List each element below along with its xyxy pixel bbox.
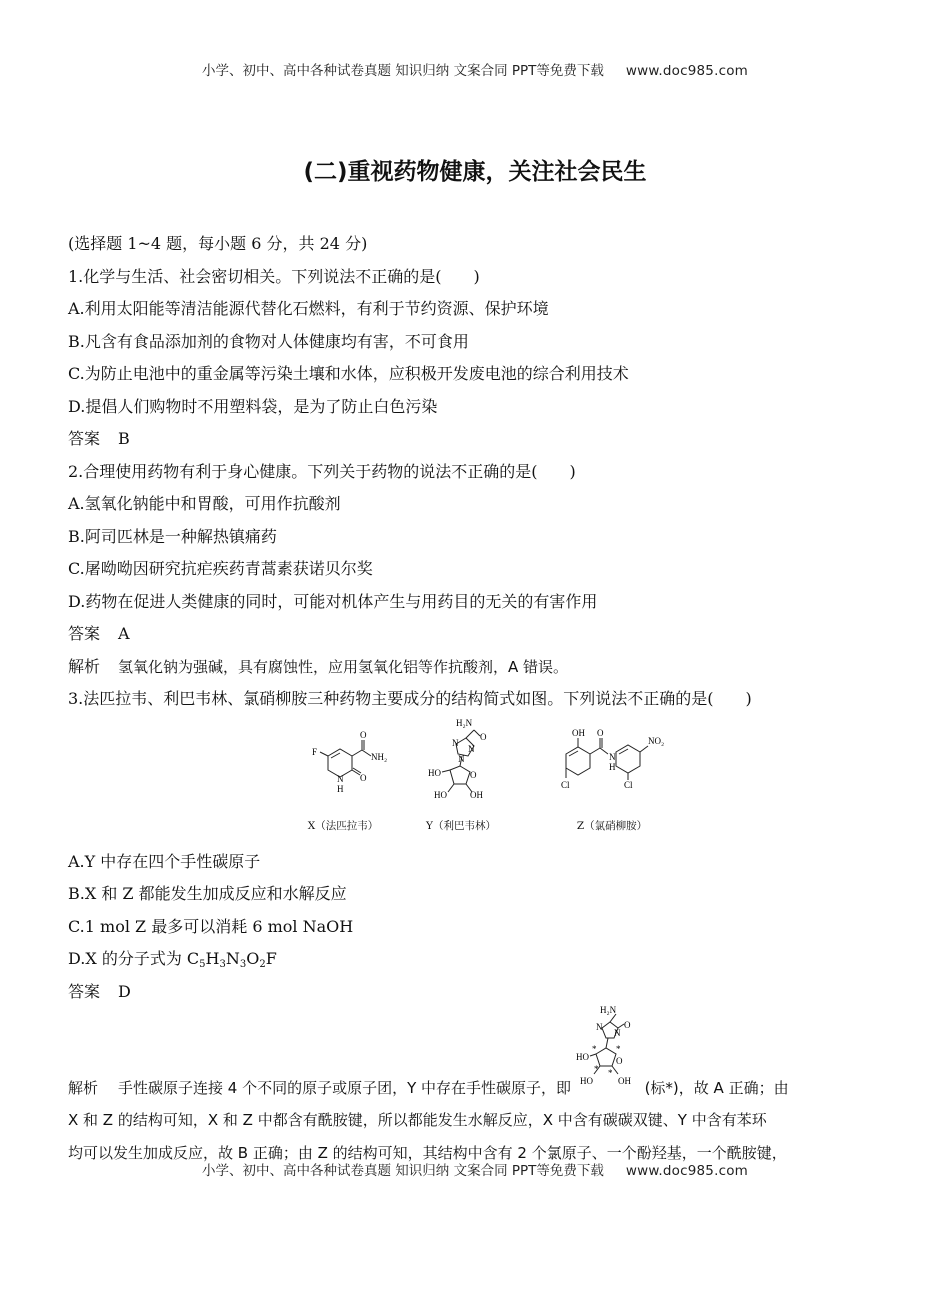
answer-value: A: [118, 624, 130, 643]
option-d-prefix: D.X 的分子式为 C: [68, 949, 200, 968]
atom-label: H₂N: [456, 717, 473, 728]
answer-value: B: [118, 429, 130, 448]
structure-x-caption: X（法匹拉韦）: [307, 819, 379, 832]
q3-analysis-line-3: 均可以发生加成反应，故 B 正确；由 Z 的结构可知，其结构中含有 2 个氯原子、一个酚羟基，一个酰胺键，: [68, 1143, 787, 1162]
atom-label: Cl: [561, 779, 570, 790]
structure-y-diagram: [416, 716, 506, 816]
q1-answer: [68, 423, 883, 456]
atom-label: OH: [617, 1076, 631, 1086]
banner-text: 小学、初中、高中各种试卷真题 知识归纳 文案合同 PPT等免费下载: [201, 1163, 604, 1179]
formula-element: H: [205, 949, 220, 968]
formula-element: N: [225, 949, 240, 968]
formula-element: F: [265, 949, 277, 968]
q1-option-a: A.利用太阳能等清洁能源代替化石燃料，有利于节约资源、保护环境: [68, 299, 549, 318]
atom-label: O: [360, 772, 367, 783]
atom-label: O: [615, 1056, 623, 1066]
q3-analysis-first-line: [68, 1008, 883, 1104]
analysis-text: 氢氧化钠为强碱，具有腐蚀性，应用氢氧化铝等作抗酸剂，A 错误。: [118, 657, 569, 676]
banner-url[interactable]: www.doc985.com: [625, 63, 749, 79]
page-title: (二)重视药物健康，关注社会民生: [303, 159, 647, 185]
answer-value: D: [118, 981, 131, 1001]
analysis-text: (标*)，故 A 正确；由: [644, 1079, 789, 1097]
formula-element: O: [246, 949, 260, 968]
q3-option-c: C.1 mol Z 最多可以消耗 6 mol NaOH: [68, 916, 354, 936]
atom-label: N: [337, 773, 344, 784]
analysis-label: 解析: [68, 656, 101, 676]
structure-y-caption: Y（利巴韦林）: [426, 819, 496, 832]
atom-label: N: [468, 743, 475, 754]
section-intro: (选择题 1~4 题，每小题 6 分，共 24 分): [68, 234, 368, 253]
chiral-mark: *: [591, 1044, 597, 1054]
q2-option-d: D.药物在促进人类健康的同时，可能对机体产生与用药目的无关的有害作用: [68, 591, 598, 611]
atom-label: O: [360, 729, 367, 740]
chiral-mark: *: [607, 1068, 613, 1078]
bottom-banner: [0, 1159, 950, 1179]
atom-label: Cl: [624, 779, 633, 790]
q1-stem: 1.化学与生活、社会密切相关。下列说法不正确的是( ): [68, 266, 480, 286]
document-body: [68, 228, 883, 1169]
q2-analysis: [68, 651, 883, 684]
q3-analysis-line-2: X 和 Z 的结构可知，X 和 Z 中都含有酰胺键，所以都能发生水解反应，X 中含有碳碳双键、Y 中含有苯环: [68, 1111, 767, 1129]
structure-z-caption: Z（氯硝柳胺）: [576, 819, 648, 832]
atom-label: HO: [434, 789, 447, 800]
chiral-mark: *: [593, 1064, 599, 1074]
q2-option-a: A.氢氧化钠能中和胃酸，可用作抗酸剂: [68, 494, 341, 513]
atom-label: OH: [572, 727, 585, 738]
top-banner: [0, 59, 950, 79]
atom-label: H: [337, 783, 344, 794]
atom-label: O: [480, 731, 487, 742]
q3-option-a: A.Y 中存在四个手性碳原子: [68, 851, 261, 871]
q1-option-c: C.为防止电池中的重金属等污染土壤和水体，应积极开发废电池的综合利用技术: [68, 364, 629, 383]
atom-label: HO: [575, 1052, 589, 1062]
answer-label: 答案: [68, 981, 101, 1001]
atom-label: HO: [428, 767, 441, 778]
q3-stem: 3.法匹拉韦、利巴韦林、氯硝柳胺三种药物主要成分的结构简式如图。下列说法不正确的是( ): [68, 689, 752, 708]
atom-label: HO: [579, 1076, 593, 1086]
atom-label: N: [452, 737, 459, 748]
q1-option-d: D.提倡人们购物时不用塑料袋，是为了防止白色污染: [68, 396, 438, 416]
formula-subscript: 5: [199, 959, 206, 970]
formula-subscript: 2: [259, 959, 266, 970]
structure-x-diagram: [298, 716, 388, 816]
q3-option-b: B.X 和 Z 都能发生加成反应和水解反应: [68, 884, 347, 903]
formula-subscript: 3: [239, 959, 247, 970]
answer-label: 答案: [68, 429, 101, 448]
atom-label: OH: [470, 789, 483, 800]
atom-label: O: [597, 727, 604, 738]
structure-z-diagram: [552, 716, 672, 816]
answer-label: 答案: [68, 624, 101, 643]
atom-label: H: [609, 761, 616, 772]
analysis-text: 手性碳原子连接 4 个不同的原子或原子团，Y 中存在手性碳原子，即: [118, 1079, 572, 1097]
q2-option-b: B.阿司匹林是一种解热镇痛药: [68, 526, 277, 546]
chiral-structure-image: [576, 1006, 640, 1098]
atom-label: F: [312, 746, 318, 757]
analysis-label: 解析: [68, 1079, 99, 1097]
structure-x: [298, 716, 388, 833]
atom-label: O: [470, 769, 477, 780]
structure-z: [552, 716, 672, 833]
structure-y: [416, 716, 506, 833]
atom-label: O: [623, 1020, 631, 1030]
q2-stem: 2.合理使用药物有利于身心健康。下列关于药物的说法不正确的是( ): [68, 461, 576, 481]
atom-label: NH₂: [371, 751, 388, 762]
q1-option-b: B.凡含有食品添加剂的食物对人体健康均有害，不可食用: [68, 331, 469, 351]
atom-label: N: [595, 1022, 603, 1032]
atom-label: H₂N: [599, 1006, 616, 1015]
q3-answer: [68, 976, 883, 1009]
q3-option-d: [68, 943, 883, 976]
banner-text: 小学、初中、高中各种试卷真题 知识归纳 文案合同 PPT等免费下载: [201, 63, 604, 79]
structure-figures: [68, 716, 883, 846]
atom-label: N: [613, 1028, 621, 1038]
atom-label: N: [609, 751, 616, 762]
atom-label: N: [458, 753, 465, 764]
banner-url[interactable]: www.doc985.com: [625, 1163, 749, 1179]
q2-option-c: C.屠呦呦因研究抗疟疾药青蒿素获诺贝尔奖: [68, 559, 373, 578]
q2-answer: [68, 618, 883, 651]
formula-subscript: 3: [219, 959, 226, 970]
chiral-mark: *: [615, 1044, 621, 1054]
atom-label: NO₂: [648, 735, 665, 746]
